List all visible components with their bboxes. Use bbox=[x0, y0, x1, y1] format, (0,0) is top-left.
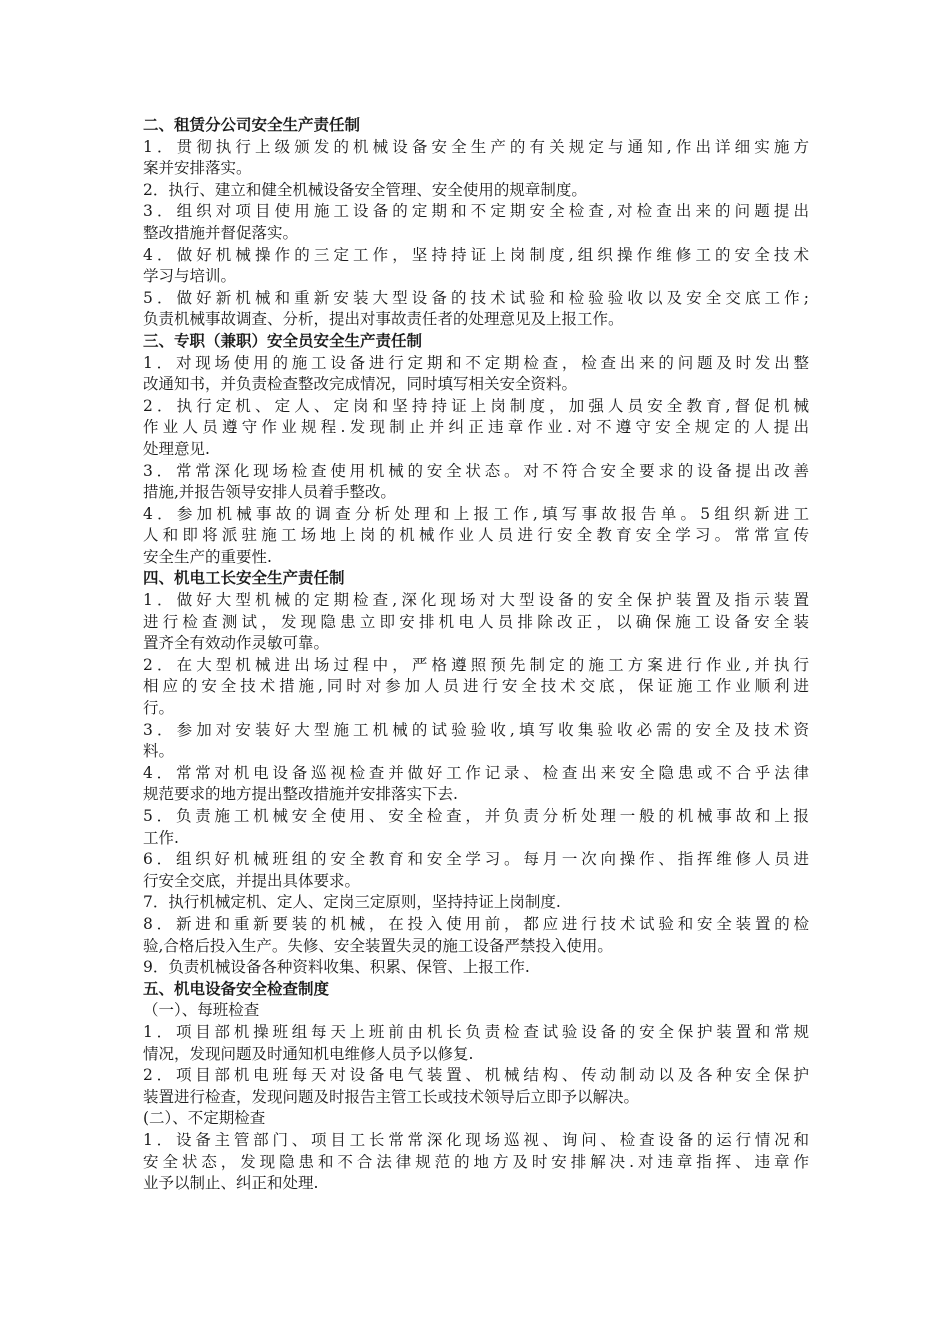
body-line: 情况，发现问题及时通知机电维修人员予以修复. bbox=[143, 1044, 474, 1063]
body-line: 验,合格后投入生产。失修、安全装置失灵的施工设备严禁投入使用。 bbox=[143, 936, 613, 955]
body-line: 3．参加对安装好大型施工机械的试验验收,填写收集验收必需的安全及技术资 bbox=[143, 720, 809, 739]
body-line: 处理意见. bbox=[143, 439, 210, 458]
body-line: 2．执行定机、定人、定岗和坚持持证上岗制度，加强人员安全教育,督促机械 bbox=[143, 396, 809, 415]
body-line: 3．常常深化现场检查使用机械的安全状态。对不符合安全要求的设备提出改善 bbox=[143, 461, 809, 480]
section-heading: 四、机电工长安全生产责任制 bbox=[143, 569, 345, 588]
body-line: 4．做好机械操作的三定工作，坚持持证上岗制度,组织操作维修工的安全技术 bbox=[143, 245, 809, 264]
body-line: 工作. bbox=[143, 828, 179, 847]
body-line: 学习与培训。 bbox=[143, 267, 237, 286]
body-line: 6．组织好机械班组的安全教育和安全学习。每月一次向操作、指挥维修人员进 bbox=[143, 850, 809, 869]
body-line: 4．常常对机电设备巡视检查并做好工作记录、检查出来安全隐患或不合乎法律 bbox=[143, 763, 809, 782]
body-line: 措施,并报告领导安排人员着手整改。 bbox=[143, 483, 396, 502]
body-line: 安全生产的重要性. bbox=[143, 547, 272, 566]
body-line: 进行检查测试，发现隐患立即安排机电人员排除改正，以确保施工设备安全装 bbox=[143, 612, 809, 631]
body-line: 1．项目部机操班组每天上班前由机长负责检查试验设备的安全保护装置和常规 bbox=[143, 1022, 809, 1041]
body-line: 5．做好新机械和重新安装大型设备的技术试验和检验验收以及安全交底工作; bbox=[143, 288, 809, 307]
body-line: 料。 bbox=[143, 742, 175, 761]
subsection-heading: （一）、每班检查 bbox=[143, 1001, 260, 1020]
body-line: 行安全交底，并提出具体要求。 bbox=[143, 871, 361, 890]
body-line: 案并安排落实。 bbox=[143, 159, 252, 178]
body-line: 作业人员遵守作业规程.发现制止并纠正违章作业.对不遵守安全规定的人提出 bbox=[143, 418, 809, 437]
body-line: 行。 bbox=[143, 699, 175, 718]
body-line: 1．对现场使用的施工设备进行定期和不定期检查，检查出来的问题及时发出整 bbox=[143, 353, 809, 372]
body-line: 装置进行检查，发现问题及时报告主管工长或技术领导后立即予以解决。 bbox=[143, 1087, 640, 1106]
body-line: 规范要求的地方提出整改措施并安排落实下去. bbox=[143, 785, 458, 804]
body-line: 安全状态，发现隐患和不合法律规范的地方及时安排解决.对违章指挥、违章作 bbox=[143, 1152, 809, 1171]
document-page bbox=[143, 115, 809, 1195]
body-line: 7．执行机械定机、定人、定岗三定原则，坚持持证上岗制度. bbox=[143, 893, 561, 912]
body-line: 2．项目部机电班每天对设备电气装置、机械结构、传动制动以及各种安全保护 bbox=[143, 1066, 809, 1085]
body-line: 2．在大型机械进出场过程中，严格遵照预先制定的施工方案进行作业,并执行 bbox=[143, 655, 809, 674]
section-heading: 三、专职（兼职）安全员安全生产责任制 bbox=[143, 331, 423, 350]
body-line: 3．组织对项目使用施工设备的定期和不定期安全检查,对检查出来的问题提出 bbox=[143, 202, 809, 221]
body-line: 整改措施并督促落实。 bbox=[143, 223, 299, 242]
body-line: 相应的安全技术措施,同时对参加人员进行安全技术交底，保证施工作业顺利进 bbox=[143, 677, 809, 696]
body-line: 9．负责机械设备各种资料收集、积累、保管、上报工作. bbox=[143, 958, 530, 977]
section-heading: 二、租赁分公司安全生产责任制 bbox=[143, 116, 361, 134]
body-line: 人和即将派驻施工场地上岗的机械作业人员进行安全教育安全学习。常常宣传 bbox=[143, 526, 809, 545]
body-line: 5．负责施工机械安全使用、安全检查，并负责分析处理一般的机械事故和上报 bbox=[143, 807, 809, 825]
body-line: 4．参加机械事故的调查分析处理和上报工作,填写事故报告单。5组织新进工 bbox=[143, 504, 809, 523]
body-line: 2．执行、建立和健全机械设备安全管理、安全使用的规章制度。 bbox=[143, 180, 587, 199]
body-line: 1．做好大型机械的定期检查,深化现场对大型设备的安全保护装置及指示装置 bbox=[143, 591, 809, 610]
body-line: 负责机械事故调查、分析，提出对事故责任者的处理意见及上报工作。 bbox=[143, 310, 624, 329]
body-line: 改通知书，并负责检查整改完成情况，同时填写相关安全资料。 bbox=[143, 375, 578, 394]
body-line: 8．新进和重新要装的机械，在投入使用前，都应进行技术试验和安全装置的检 bbox=[143, 914, 809, 933]
body-line: 1．设备主管部门、项目工长常常深化现场巡视、询问、检查设备的运行情况和 bbox=[143, 1130, 809, 1149]
body-line: 业予以制止、纠正和处理. bbox=[143, 1174, 319, 1193]
subsection-heading: (二）、不定期检查 bbox=[143, 1109, 266, 1128]
section-heading: 五、机电设备安全检查制度 bbox=[143, 979, 330, 998]
body-line: 1．贯彻执行上级颁发的机械设备安全生产的有关规定与通知,作出详细实施方 bbox=[143, 137, 809, 156]
body-line: 置齐全有效动作灵敏可靠。 bbox=[143, 634, 330, 653]
